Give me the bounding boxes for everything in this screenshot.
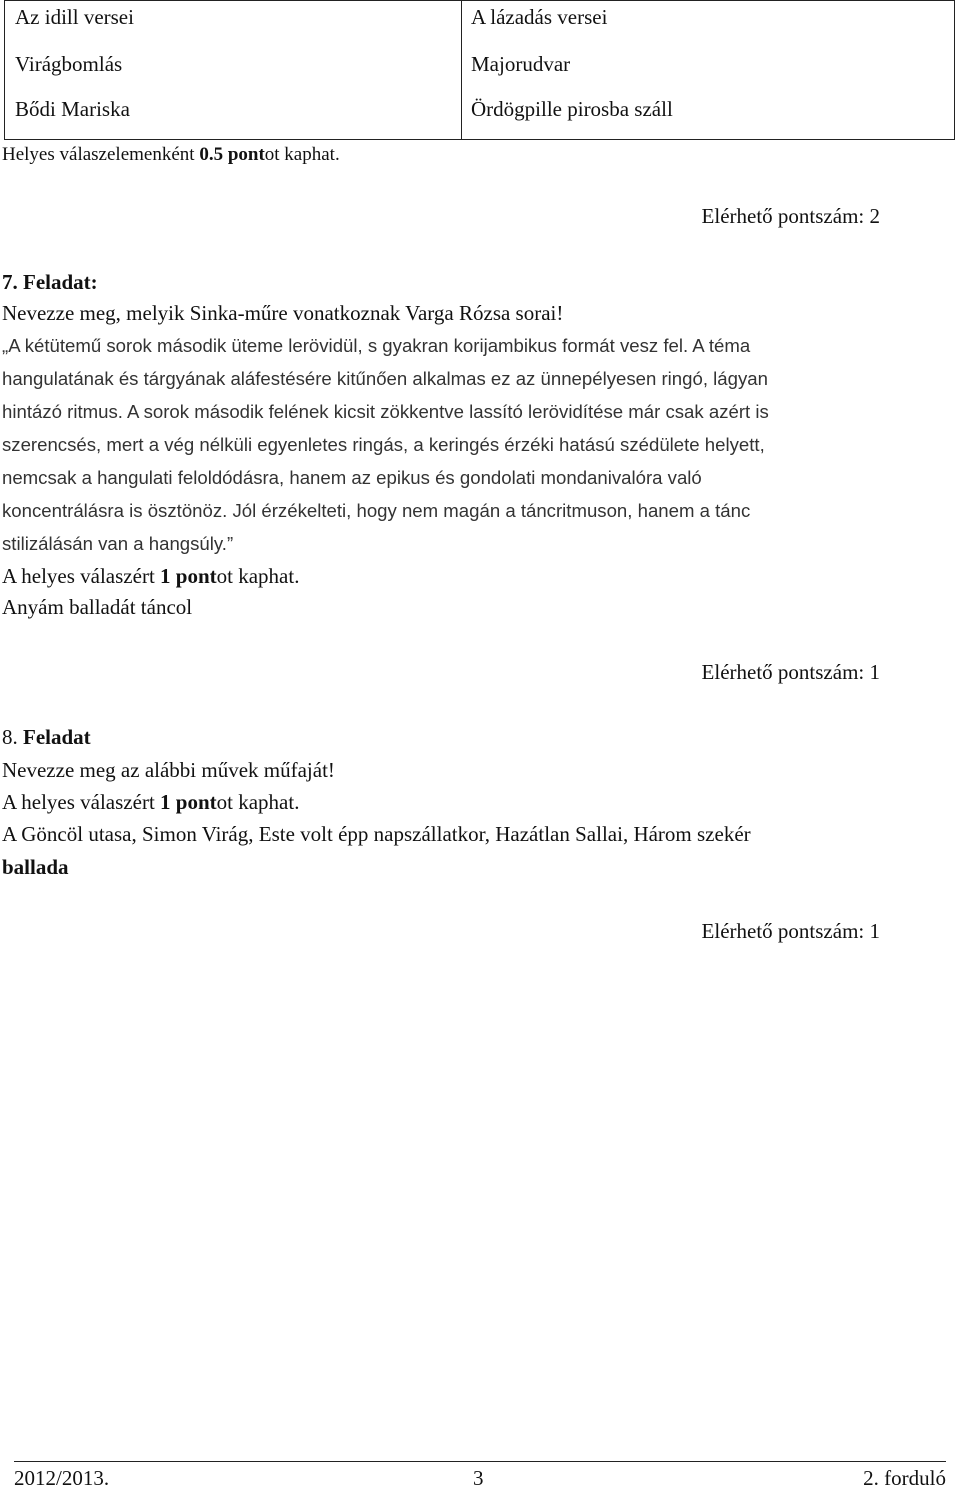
- footer-page-number: 3: [473, 1466, 484, 1490]
- task8-title: [2, 721, 91, 754]
- quote-line: „A kétütemű sorok második üteme lerövidül, s gyakran korijambikus formát vesz fel. A téma: [2, 335, 751, 356]
- table-cell: Bődi Mariska: [15, 97, 130, 121]
- task8-number: 8.: [2, 725, 23, 749]
- task8-answer-text: ballada: [2, 855, 69, 879]
- quote-line: koncentrálásra is ösztönöz. Jól érzékelteti, hogy nem magán a táncritmuson, hanem a tánc: [2, 500, 751, 521]
- scoring-note: [2, 138, 340, 171]
- task7-answer: Anyám balladát táncol: [2, 595, 193, 619]
- score-text: A helyes válaszért: [2, 790, 161, 814]
- task7-title-text: 7. Feladat:: [2, 270, 98, 294]
- task8-works-list: A Göncöl utasa, Simon Virág, Este volt épp napszállatkor, Hazátlan Sallai, Három szekér: [2, 822, 751, 846]
- note-text: Helyes válaszelemenként: [2, 144, 200, 165]
- task7-score-note: [2, 560, 299, 593]
- quote-line: nemcsak a hangulati feloldódásra, hanem az epikus és gondolati mondanivalóra való: [2, 467, 702, 488]
- score-text: A helyes válaszért: [2, 564, 161, 588]
- score-bold: 1 pont: [160, 790, 217, 814]
- table-header-idyll: Az idill versei: [15, 5, 134, 29]
- table-column-idyll: [5, 1, 462, 139]
- table-cell: Virágbomlás: [15, 52, 123, 76]
- quote-line: stilizálásán van a hangsúly.”: [2, 533, 234, 554]
- task7-quote: [2, 329, 944, 560]
- quote-line: hangulatának és tárgyának aláfestésére kitűnően alkalmas ez az ünnepélyesen ringó, lágyan: [2, 368, 768, 389]
- points-available-8: Elérhető pontszám: 1: [701, 919, 880, 943]
- table-column-rebellion: [461, 1, 954, 139]
- score-bold: 1 pont: [160, 564, 217, 588]
- quote-line: hintázó ritmus. A sorok második felének kicsit zökkentve lassító lerövidítése már csak azért is: [2, 401, 769, 422]
- note-text-end: ot kaphat.: [264, 144, 340, 165]
- table-cell: Majorudvar: [471, 52, 571, 76]
- footer-year: 2012/2013.: [14, 1466, 110, 1490]
- quote-line: szerencsés, mert a vég nélküli egyenletes ringás, a keringés érzéki hatású szédülete helyett,: [2, 434, 765, 455]
- task8-score-note: [2, 786, 299, 819]
- task8-question: Nevezze meg az alábbi művek műfaját!: [2, 758, 335, 782]
- table-header-rebellion: A lázadás versei: [471, 5, 608, 29]
- footer-round: 2. forduló: [863, 1466, 946, 1490]
- answer-table: [4, 0, 955, 140]
- points-available-6: Elérhető pontszám: 2: [701, 204, 880, 228]
- table-cell: Ördögpille pirosba száll: [471, 97, 673, 121]
- task7-title: [2, 266, 98, 299]
- score-text-end: ot kaphat.: [216, 564, 300, 588]
- note-bold: 0.5 pont: [199, 144, 265, 165]
- score-text-end: ot kaphat.: [216, 790, 300, 814]
- task8-title-word: Feladat: [23, 725, 91, 749]
- task7-question: Nevezze meg, melyik Sinka-műre vonatkoznak Varga Rózsa sorai!: [2, 301, 564, 325]
- task8-answer: [2, 851, 69, 884]
- points-available-7: Elérhető pontszám: 1: [701, 660, 880, 684]
